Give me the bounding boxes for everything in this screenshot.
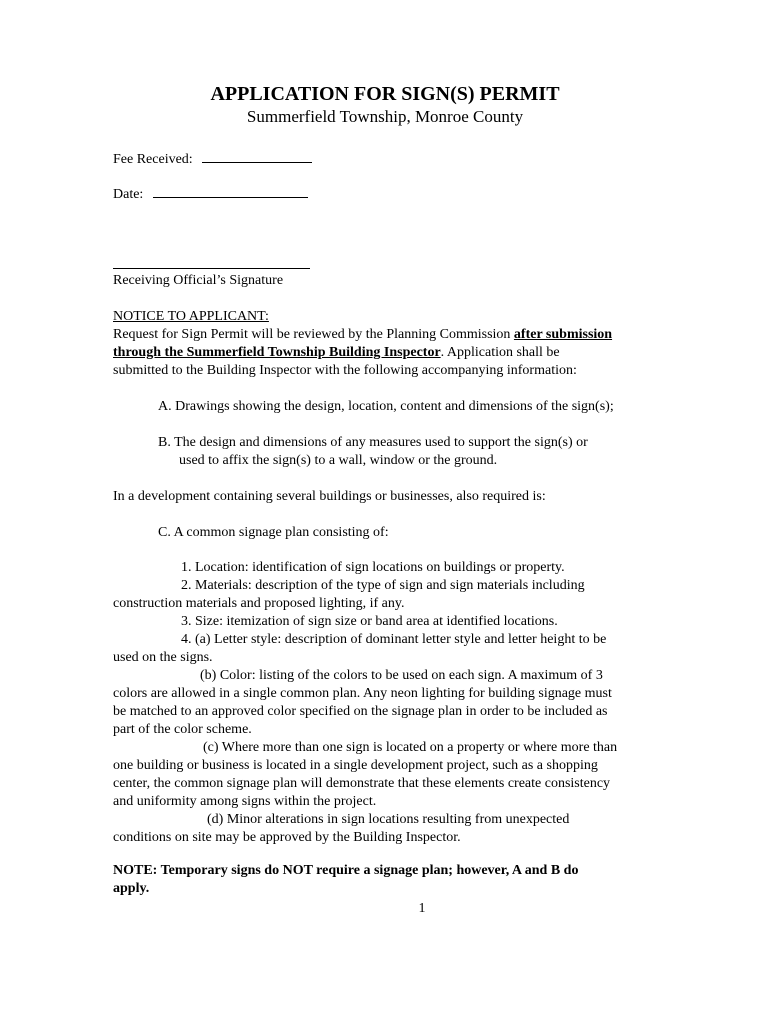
item-a: A. Drawings showing the design, location, content and dimensions of the sign(s); bbox=[158, 399, 614, 414]
date-row bbox=[113, 183, 658, 204]
sub-item-4c-line-1: (c) Where more than one sign is located on a property or where more than bbox=[203, 740, 618, 755]
sub-item-4c-line-3: center, the common signage plan will demonstrate that these elements create consistency bbox=[113, 776, 611, 791]
sub-item-4c-line-4: and uniformity among signs within the project. bbox=[113, 794, 377, 809]
item-b-line-2: used to affix the sign(s) to a wall, window or the ground. bbox=[179, 453, 498, 468]
notice-heading bbox=[113, 308, 658, 326]
page-subtitle: Summerfield Township, Monroe County bbox=[246, 107, 524, 126]
notice-intro-text-1: Request for Sign Permit will be reviewed by the Planning Commission bbox=[113, 327, 514, 342]
sub-item-2-line-1: 2. Materials: description of the type of sign and sign materials including bbox=[181, 578, 585, 593]
development-intro: In a development containing several buildings or businesses, also required is: bbox=[113, 489, 546, 504]
sub-item-4c-line-2: one building or business is located in a single development project, such as a shopping bbox=[113, 758, 598, 773]
page-title: APPLICATION FOR SIGN(S) PERMIT bbox=[210, 83, 560, 105]
sub-item-4d-line-2: conditions on site may be approved by the Building Inspector. bbox=[113, 830, 461, 845]
note-line-1: NOTE: Temporary signs do NOT require a signage plan; however, A and B do bbox=[113, 863, 579, 878]
note-line-2: apply. bbox=[113, 881, 150, 896]
sub-item-4d-line-1: (d) Minor alterations in sign locations resulting from unexpected bbox=[207, 812, 570, 827]
sub-item-4b-line-3: be matched to an approved color specified on the signage plan in order to be included as bbox=[113, 704, 608, 719]
notice-intro bbox=[113, 326, 658, 380]
date-field[interactable] bbox=[153, 183, 308, 198]
sub-item-4a-line-1: 4. (a) Letter style: description of dominant letter style and letter height to be bbox=[181, 632, 607, 647]
notice-intro-bold-2: through the Summerfield Township Building Inspector bbox=[113, 345, 441, 360]
sub-item-3: 3. Size: itemization of sign size or band area at identified locations. bbox=[181, 614, 558, 629]
fee-received-field[interactable] bbox=[202, 148, 312, 163]
sub-item-4b-line-1: (b) Color: listing of the colors to be used on each sign. A maximum of 3 bbox=[200, 668, 603, 683]
signature-label: Receiving Official’s Signature bbox=[113, 273, 284, 288]
sub-item-1: 1. Location: identification of sign locations on buildings or property. bbox=[181, 560, 565, 575]
date-label: Date: bbox=[113, 187, 144, 202]
item-c: C. A common signage plan consisting of: bbox=[158, 525, 389, 540]
sub-item-2-line-2: construction materials and proposed lighting, if any. bbox=[113, 596, 405, 611]
sub-item-4b-line-2: colors are allowed in a single common plan. Any neon lighting for building signage must bbox=[113, 686, 612, 701]
notice-intro-bold-1: after submission bbox=[513, 327, 613, 342]
signage-plan-list bbox=[113, 559, 658, 847]
page-number: 1 bbox=[418, 901, 426, 916]
fee-received-label: Fee Received: bbox=[113, 152, 193, 167]
notice-heading-text: NOTICE TO APPLICANT: bbox=[113, 309, 269, 324]
item-b-line-1: B. The design and dimensions of any measures used to support the sign(s) or bbox=[158, 435, 588, 450]
notice-intro-text-2: . Application shall be bbox=[440, 345, 560, 360]
sub-item-4b-line-4: part of the color scheme. bbox=[113, 722, 252, 737]
note-block bbox=[113, 862, 658, 898]
item-b bbox=[113, 434, 658, 470]
notice-intro-text-3: submitted to the Building Inspector with the following accompanying information: bbox=[113, 363, 577, 378]
fee-received-row bbox=[113, 148, 658, 169]
signature-line[interactable] bbox=[113, 268, 310, 269]
sub-item-4a-line-2: used on the signs. bbox=[113, 650, 213, 665]
